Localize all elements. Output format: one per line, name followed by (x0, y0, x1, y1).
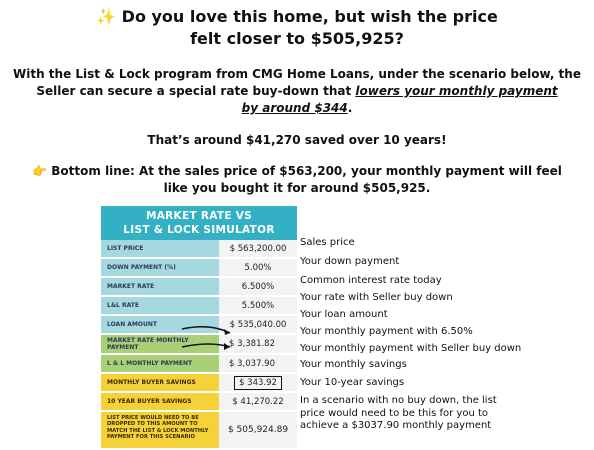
table-row-ll-payment (101, 355, 297, 374)
desc-market-rate: Common interest rate today (300, 275, 442, 286)
bottom-line (0, 163, 594, 197)
curved-arrow-icon (182, 327, 230, 333)
intro-paragraph (0, 66, 594, 117)
desc-down-payment: Your down payment (300, 256, 400, 267)
bottom-line-1: Bottom line: At the sales price of $563,200, your monthly payment will feel (51, 164, 562, 178)
table-row-market-rate (101, 278, 297, 297)
row-value: $ 41,270.22 (219, 393, 297, 410)
headline-line2: felt closer to $505,925? (190, 29, 404, 48)
desc-10yr-savings: Your 10-year savings (300, 377, 405, 388)
row-label: LIST PRICE (101, 240, 219, 257)
desc-ll-payment: Your monthly payment with Seller buy down (300, 343, 522, 354)
row-label: MONTHLY BUYER SAVINGS (101, 374, 219, 391)
intro-emphasis-1: lowers your monthly payment (355, 84, 558, 98)
savings-line: That’s around $41,270 saved over 10 years! (147, 133, 447, 147)
intro-emphasis-2: by around $344 (241, 101, 348, 115)
desc-monthly-savings: Your monthly savings (300, 359, 407, 370)
curved-arrow-icon (182, 344, 230, 347)
row-label: DOWN PAYMENT (%) (101, 259, 219, 276)
row-value: $ 563,200.00 (219, 240, 297, 257)
table-row-ll-rate (101, 297, 297, 316)
pointing-hand-icon: 👉 (32, 164, 48, 178)
bottom-line-2: like you bought it for around $505,925. (163, 181, 431, 195)
table-row-list-price (101, 240, 297, 259)
row-label: L&L RATE (101, 297, 219, 314)
table-row-down-payment (101, 259, 297, 278)
row-label: L & L MONTHLY PAYMENT (101, 355, 219, 372)
table-row-matched-price (101, 412, 297, 450)
row-label: 10 YEAR BUYER SAVINGS (101, 393, 219, 410)
desc-ll-rate: Your rate with Seller buy down (300, 292, 453, 303)
arrow-head-icon (224, 343, 230, 350)
table-row-10yr-savings (101, 393, 297, 412)
sparkles-icon: ✨ (96, 7, 117, 26)
table-row-monthly-savings (101, 374, 297, 393)
row-value: $ 3,381.82 (219, 335, 297, 353)
arrow-icons (180, 325, 240, 351)
desc-matched-price: In a scenario with no buy down, the list price would need to be this for you to achieve a $3037.90 monthly payment (300, 395, 497, 431)
row-label: LOAN AMOUNT (101, 316, 219, 333)
intro-line3-suffix: . (347, 101, 353, 115)
headline (0, 6, 594, 50)
row-value: $ 505,924.89 (219, 412, 297, 448)
row-value: 5.00% (219, 259, 297, 276)
row-value: $ 3,037.90 (219, 355, 297, 372)
row-label: LIST PRICE WOULD NEED TO BE DROPPED TO THIS AMOUNT TO MATCH THE LIST & LOCK MONTHLY PAYMENT FOR THIS SCENARIO (101, 412, 219, 448)
desc-loan-amount: Your loan amount (300, 309, 388, 320)
headline-line1: Do you love this home, but wish the price (121, 7, 498, 26)
monthly-savings-box: $ 343.92 (234, 376, 282, 390)
row-label: MARKET RATE MONTHLY PAYMENT (101, 335, 219, 353)
row-value: 5.500% (219, 297, 297, 314)
intro-line1: With the List & Lock program from CMG Home Loans, under the scenario below, the (13, 67, 581, 81)
intro-line2-prefix: Seller can secure a special rate buy-down that (36, 84, 356, 98)
table-title-line2: LIST & LOCK SIMULATOR (123, 224, 275, 236)
desc-market-payment: Your monthly payment with 6.50% (300, 326, 473, 337)
desc-list-price: Sales price (300, 237, 355, 248)
table-header (101, 206, 297, 240)
row-value-wrap (219, 374, 297, 391)
row-value: $ 535,040.00 (219, 316, 297, 333)
table-title-line1: MARKET RATE VS (145, 210, 253, 222)
row-label: MARKET RATE (101, 278, 219, 295)
row-value: 6.500% (219, 278, 297, 295)
